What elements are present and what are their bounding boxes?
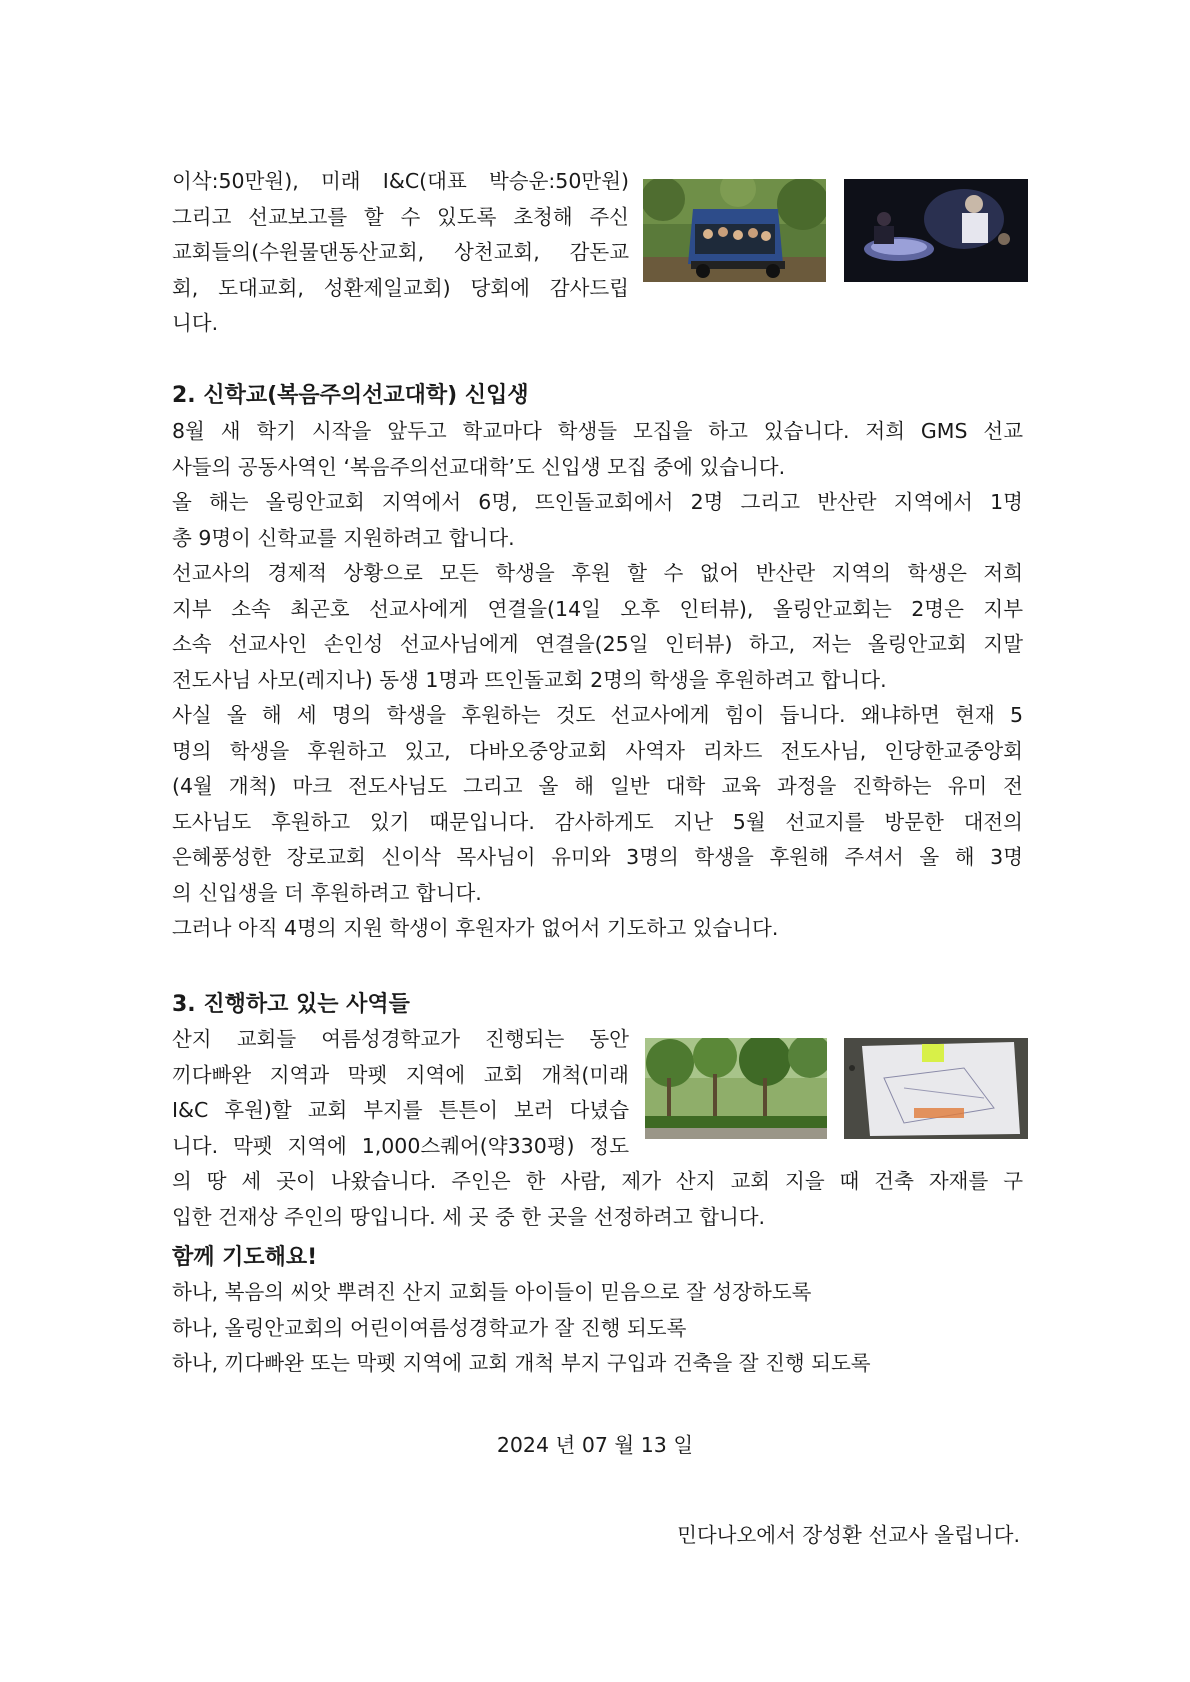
text-line: 8월 새 학기 시작을 앞두고 학교마다 학생들 모집을 하고 있습니다. 저희 GMS 선교 [172,419,1023,443]
text-line: 니다. 막펫 지역에 1,000스퀘어(약330평) 정도 [172,1133,629,1158]
section-2-paragraph-3 [172,556,1023,698]
text-line: 입한 건재상 주인의 땅입니다. 세 곳 중 한 곳을 선정하려고 합니다. [172,1204,766,1229]
text-line: 산지 교회들 여름성경학교가 진행되는 동안 [172,1027,629,1051]
section-2-paragraph-5 [172,911,1023,947]
text-line: 이삭:50만원), 미래 I&C(대표 박승운:50만원) [172,169,629,193]
text-line: 끼다빠완 지역과 막펫 지역에 교회 개척(미래 [172,1062,629,1087]
letter-date: 2024 년 07 월 13 일 [496,1433,694,1457]
text-line: 지부 소속 최곤호 선교사에게 연결을(14일 오후 인터뷰), 올링안교회는 2명은 지부 [172,596,1023,621]
section-2-heading: 2. 신학교(복음주의선교대학) 신입생 [172,383,529,408]
text-line: 은혜풍성한 장로교회 신이삭 목사님이 유미와 3명의 학생을 후원해 주셔서 올 해 3명 [172,845,1023,870]
text-line: 교회들의(수원물댄동산교회, 상천교회, 감돈교 [172,240,629,265]
prayer-heading: 함께 기도해요! [172,1245,318,1270]
section-2-paragraph-2 [172,485,1023,556]
prayer-list [172,1275,1023,1382]
text-line: (4월 개척) 마크 전도사님도 그리고 올 해 일반 대학 교육 과정을 진학하는 유미 전 [172,774,1023,799]
text-line: 올 해는 올링안교회 지역에서 6명, 뜨인돌교회에서 2명 그리고 반산란 지역에서 1명 [172,490,1023,514]
prayer-item: 하나, 복음의 씨앗 뿌려진 산지 교회들 아이들이 믿음으로 잘 성장하도록 [172,1280,812,1304]
text-line: 그리고 선교보고를 할 수 있도록 초청해 주신 [172,204,629,229]
text-line: 그러나 아직 4명의 지원 학생이 후원자가 없어서 기도하고 있습니다. [172,916,779,940]
text-line: 의 땅 세 곳이 나왔습니다. 주인은 한 사람, 제가 산지 교회 지을 때 건축 자재를 구 [172,1169,1023,1193]
text-line: 전도사님 사모(레지나) 동생 1명과 뜨인돌교회 2명의 학생을 후원하려고 합니다. [172,667,887,692]
photo-truck-in-forest [643,179,826,282]
photo-land-trees [645,1038,827,1139]
text-line: 총 9명이 신학교를 지원하려고 합니다. [172,525,515,550]
prayer-item: 하나, 끼다빠완 또는 막펫 지역에 교회 개척 부지 구입과 건축을 잘 진행 되도록 [172,1351,871,1376]
text-line: 소속 선교사인 손인성 선교사님에게 연결을(25일 인터뷰) 하고, 저는 올링안교회 지말 [172,632,1023,657]
section-2-paragraph-1 [172,414,1023,485]
text-line: 선교사의 경제적 상황으로 모든 학생을 후원 할 수 없어 반산란 지역의 학생은 저희 [172,561,1023,585]
section-3-paragraph [172,1022,629,1164]
text-line: 회, 도대교회, 성환제일교회) 당회에 감사드립 [172,275,629,300]
prayer-item: 하나, 올링안교회의 어린이여름성경학교가 잘 진행 되도록 [172,1315,687,1340]
section-2-paragraph-4 [172,698,1023,912]
photo-night-cooking [844,179,1028,282]
text-line: 의 신입생을 더 후원하려고 합니다. [172,880,482,905]
photo-land-sketch-map [844,1038,1028,1139]
text-line: 니다. [172,311,219,336]
section-3-paragraph-continued [172,1164,1023,1235]
text-line: I&C 후원)할 교회 부지를 튼튼이 보러 다녔습 [172,1098,629,1123]
text-line: 명의 학생을 후원하고 있고, 다바오중앙교회 사역자 리차드 전도사님, 인당한교중앙회 [172,738,1023,763]
section-3-heading: 3. 진행하고 있는 사역들 [172,992,410,1017]
text-line: 사실 올 해 세 명의 학생을 후원하는 것도 선교사에게 힘이 듭니다. 왜냐하면 현재 5 [172,703,1023,727]
intro-paragraph [172,164,629,342]
text-line: 사들의 공동사역인 ‘복음주의선교대학’도 신입생 모집 중에 있습니다. [172,454,786,479]
text-line: 도사님도 후원하고 있기 때문입니다. 감사하게도 지난 5월 선교지를 방문한 대전의 [172,809,1023,834]
letter-signature: 민다나오에서 장성환 선교사 올립니다. [677,1523,1020,1547]
